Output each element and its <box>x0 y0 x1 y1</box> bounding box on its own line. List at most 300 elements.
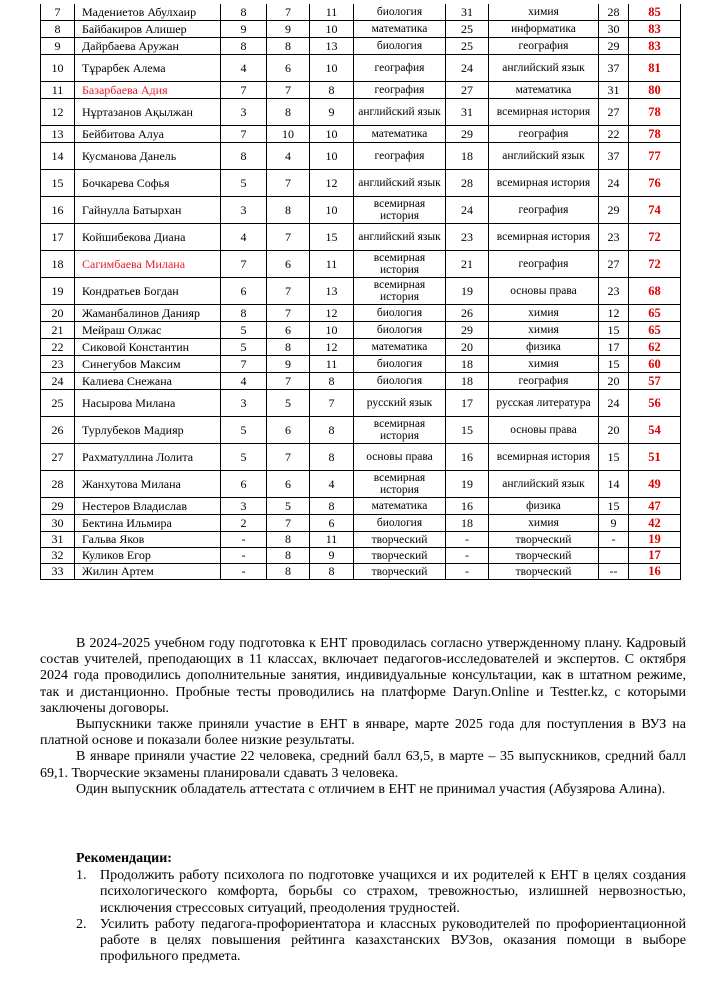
profile-subject-1: творческий <box>354 532 446 548</box>
student-name: Калиева Снежана <box>75 373 221 390</box>
profile-subject-2: творческий <box>489 532 599 548</box>
profile-subject-2: химия <box>489 4 599 21</box>
history-kz-score: 8 <box>310 82 354 99</box>
row-number: 17 <box>41 224 75 251</box>
history-kz-score: 10 <box>310 322 354 339</box>
profile-subject-2: химия <box>489 305 599 322</box>
profile-subject-2: основы права <box>489 278 599 305</box>
profile-subject-1-score: 18 <box>446 515 489 532</box>
profile-subject-2: всемирная история <box>489 170 599 197</box>
math-literacy-score: 4 <box>221 373 267 390</box>
profile-subject-2: география <box>489 197 599 224</box>
student-name: Базарбаева Адия <box>75 82 221 99</box>
row-number: 10 <box>41 55 75 82</box>
profile-subject-1: английский язык <box>354 170 446 197</box>
total-score: 49 <box>629 471 681 498</box>
profile-subject-2-score: 24 <box>599 390 629 417</box>
reading-literacy-score: 8 <box>267 548 310 564</box>
row-number: 24 <box>41 373 75 390</box>
history-kz-score: 13 <box>310 38 354 55</box>
profile-subject-1-score: 18 <box>446 356 489 373</box>
profile-subject-2: география <box>489 251 599 278</box>
profile-subject-1: математика <box>354 126 446 143</box>
profile-subject-1-score: 19 <box>446 278 489 305</box>
total-score: 65 <box>629 322 681 339</box>
table-row <box>41 251 681 278</box>
math-literacy-score: 3 <box>221 99 267 126</box>
table-row <box>41 82 681 99</box>
student-name: Жаманбалинов Данияр <box>75 305 221 322</box>
math-literacy-score: 6 <box>221 471 267 498</box>
profile-subject-1-score: - <box>446 564 489 580</box>
total-score: 81 <box>629 55 681 82</box>
profile-subject-1: творческий <box>354 564 446 580</box>
student-name: Бектина Ильмира <box>75 515 221 532</box>
table-row <box>41 322 681 339</box>
paragraph-averages: В январе приняли участие 22 человека, средний балл 63,5, в марте – 35 выпускников, средний балл 69,1. Творческие экзамены планировали сдавать 3 человека. <box>40 749 686 781</box>
history-kz-score: 11 <box>310 356 354 373</box>
profile-subject-2-score: 17 <box>599 339 629 356</box>
reading-literacy-score: 8 <box>267 38 310 55</box>
history-kz-score: 10 <box>310 143 354 170</box>
reading-literacy-score: 6 <box>267 471 310 498</box>
reading-literacy-score: 8 <box>267 339 310 356</box>
profile-subject-1: всемирная история <box>354 197 446 224</box>
row-number: 16 <box>41 197 75 224</box>
profile-subject-2: английский язык <box>489 55 599 82</box>
profile-subject-1: география <box>354 82 446 99</box>
math-literacy-score: 3 <box>221 390 267 417</box>
math-literacy-score: 3 <box>221 197 267 224</box>
profile-subject-1-score: 31 <box>446 4 489 21</box>
recommendation-text: Продолжить работу психолога по подготовке учащихся и их родителей к ЕНТ в целях создания психологического комфорта, борьбы со страхом, тревожностью, излишней нервозностью, исключения стрессовых ситуаций, преодоления трудностей. <box>100 868 686 916</box>
history-kz-score: 10 <box>310 21 354 38</box>
math-literacy-score: 7 <box>221 251 267 278</box>
profile-subject-2-score: 22 <box>599 126 629 143</box>
row-number: 19 <box>41 278 75 305</box>
profile-subject-1: биология <box>354 356 446 373</box>
row-number: 27 <box>41 444 75 471</box>
table-row <box>41 38 681 55</box>
history-kz-score: 8 <box>310 373 354 390</box>
student-name: Сиковой Константин <box>75 339 221 356</box>
profile-subject-1-score: 25 <box>446 21 489 38</box>
table-row <box>41 305 681 322</box>
math-literacy-score: 5 <box>221 417 267 444</box>
profile-subject-2: география <box>489 126 599 143</box>
history-kz-score: 12 <box>310 305 354 322</box>
row-number: 30 <box>41 515 75 532</box>
student-name: Байбакиров Алишер <box>75 21 221 38</box>
total-score: 65 <box>629 305 681 322</box>
row-number: 23 <box>41 356 75 373</box>
student-name: Нестеров Владислав <box>75 498 221 515</box>
total-score: 51 <box>629 444 681 471</box>
student-name: Жанхутова Милана <box>75 471 221 498</box>
total-score: 19 <box>629 532 681 548</box>
profile-subject-1-score: 24 <box>446 197 489 224</box>
row-number: 29 <box>41 498 75 515</box>
math-literacy-score: 5 <box>221 339 267 356</box>
table-row <box>41 55 681 82</box>
total-score: 83 <box>629 38 681 55</box>
profile-subject-2-score: 30 <box>599 21 629 38</box>
recommendation-number: 1. <box>76 868 87 884</box>
history-kz-score: 13 <box>310 278 354 305</box>
total-score: 76 <box>629 170 681 197</box>
profile-subject-2: основы права <box>489 417 599 444</box>
profile-subject-1-score: - <box>446 548 489 564</box>
reading-literacy-score: 8 <box>267 532 310 548</box>
history-kz-score: 7 <box>310 390 354 417</box>
profile-subject-1-score: 25 <box>446 38 489 55</box>
student-name: Тұрарбек Алема <box>75 55 221 82</box>
total-score: 80 <box>629 82 681 99</box>
total-score: 78 <box>629 99 681 126</box>
history-kz-score: 12 <box>310 339 354 356</box>
reading-literacy-score: 5 <box>267 390 310 417</box>
recommendations-title: Рекомендации: <box>76 851 172 866</box>
table-row <box>41 143 681 170</box>
math-literacy-score: - <box>221 532 267 548</box>
math-literacy-score: - <box>221 564 267 580</box>
profile-subject-2-score: 15 <box>599 322 629 339</box>
profile-subject-2: химия <box>489 515 599 532</box>
reading-literacy-score: 4 <box>267 143 310 170</box>
reading-literacy-score: 6 <box>267 251 310 278</box>
table-row <box>41 339 681 356</box>
profile-subject-1-score: 31 <box>446 99 489 126</box>
profile-subject-1: математика <box>354 21 446 38</box>
student-name: Сагимбаева Милана <box>75 251 221 278</box>
reading-literacy-score: 7 <box>267 373 310 390</box>
profile-subject-2: физика <box>489 339 599 356</box>
history-kz-score: 9 <box>310 548 354 564</box>
student-name: Куликов Егор <box>75 548 221 564</box>
profile-subject-2-score: -- <box>599 564 629 580</box>
history-kz-score: 9 <box>310 99 354 126</box>
row-number: 20 <box>41 305 75 322</box>
profile-subject-2: география <box>489 373 599 390</box>
profile-subject-2: информатика <box>489 21 599 38</box>
reading-literacy-score: 7 <box>267 224 310 251</box>
profile-subject-1: творческий <box>354 548 446 564</box>
profile-subject-2-score: 12 <box>599 305 629 322</box>
profile-subject-2-score: 27 <box>599 251 629 278</box>
profile-subject-2-score: 31 <box>599 82 629 99</box>
profile-subject-2: физика <box>489 498 599 515</box>
table-row <box>41 224 681 251</box>
history-kz-score: 8 <box>310 498 354 515</box>
row-number: 8 <box>41 21 75 38</box>
student-name: Гайнулла Батырхан <box>75 197 221 224</box>
total-score: 42 <box>629 515 681 532</box>
reading-literacy-score: 6 <box>267 322 310 339</box>
profile-subject-1: английский язык <box>354 99 446 126</box>
profile-subject-2: всемирная история <box>489 444 599 471</box>
profile-subject-2-score: 9 <box>599 515 629 532</box>
math-literacy-score: 5 <box>221 170 267 197</box>
math-literacy-score: 2 <box>221 515 267 532</box>
total-score: 60 <box>629 356 681 373</box>
history-kz-score: 11 <box>310 251 354 278</box>
profile-subject-1: английский язык <box>354 224 446 251</box>
table-body <box>41 4 681 580</box>
history-kz-score: 11 <box>310 532 354 548</box>
profile-subject-1: всемирная история <box>354 278 446 305</box>
profile-subject-1: биология <box>354 515 446 532</box>
profile-subject-1: биология <box>354 322 446 339</box>
total-score: 16 <box>629 564 681 580</box>
profile-subject-2: всемирная история <box>489 99 599 126</box>
table-row <box>41 21 681 38</box>
history-kz-score: 10 <box>310 126 354 143</box>
profile-subject-1: биология <box>354 38 446 55</box>
row-number: 28 <box>41 471 75 498</box>
profile-subject-1-score: 18 <box>446 373 489 390</box>
math-literacy-score: 7 <box>221 356 267 373</box>
profile-subject-2: английский язык <box>489 471 599 498</box>
profile-subject-2-score: 15 <box>599 444 629 471</box>
profile-subject-2-score: 37 <box>599 143 629 170</box>
total-score: 72 <box>629 224 681 251</box>
table-row <box>41 444 681 471</box>
profile-subject-1-score: 17 <box>446 390 489 417</box>
math-literacy-score: 4 <box>221 224 267 251</box>
profile-subject-1-score: 23 <box>446 224 489 251</box>
recommendation-item <box>76 868 686 917</box>
profile-subject-1-score: 16 <box>446 498 489 515</box>
profile-subject-1-score: 26 <box>446 305 489 322</box>
profile-subject-1: всемирная история <box>354 471 446 498</box>
profile-subject-2-score: 20 <box>599 373 629 390</box>
student-name: Койшибекова Диана <box>75 224 221 251</box>
history-kz-score: 15 <box>310 224 354 251</box>
reading-literacy-score: 7 <box>267 444 310 471</box>
profile-subject-2-score: 37 <box>599 55 629 82</box>
reading-literacy-score: 7 <box>267 515 310 532</box>
recommendations-list <box>76 868 686 965</box>
student-name: Рахматуллина Лолита <box>75 444 221 471</box>
profile-subject-2-score: 20 <box>599 417 629 444</box>
table-row <box>41 498 681 515</box>
student-name: Бочкарева Софья <box>75 170 221 197</box>
total-score: 72 <box>629 251 681 278</box>
reading-literacy-score: 9 <box>267 356 310 373</box>
math-literacy-score: 8 <box>221 38 267 55</box>
table-row <box>41 548 681 564</box>
history-kz-score: 8 <box>310 417 354 444</box>
student-name: Мейраш Олжас <box>75 322 221 339</box>
profile-subject-2-score: - <box>599 532 629 548</box>
student-name: Нұртазанов Ақылжан <box>75 99 221 126</box>
math-literacy-score: 8 <box>221 4 267 21</box>
reading-literacy-score: 7 <box>267 305 310 322</box>
student-name: Кусманова Данель <box>75 143 221 170</box>
profile-subject-1-score: - <box>446 532 489 548</box>
profile-subject-1: география <box>354 143 446 170</box>
reading-literacy-score: 7 <box>267 278 310 305</box>
reading-literacy-score: 7 <box>267 82 310 99</box>
table-row <box>41 99 681 126</box>
profile-subject-1-score: 15 <box>446 417 489 444</box>
profile-subject-2: математика <box>489 82 599 99</box>
profile-subject-2-score: 27 <box>599 99 629 126</box>
math-literacy-score: - <box>221 548 267 564</box>
history-kz-score: 8 <box>310 444 354 471</box>
table-row <box>41 532 681 548</box>
paragraph-honors-graduate: Один выпускник обладатель аттестата с отличием в ЕНТ не принимал участия (Абузярова Алина). <box>76 781 666 797</box>
row-number: 22 <box>41 339 75 356</box>
reading-literacy-score: 8 <box>267 564 310 580</box>
profile-subject-2-score: 29 <box>599 38 629 55</box>
table-row <box>41 126 681 143</box>
total-score: 77 <box>629 143 681 170</box>
history-kz-score: 8 <box>310 564 354 580</box>
row-number: 14 <box>41 143 75 170</box>
profile-subject-2-score: 23 <box>599 278 629 305</box>
total-score: 56 <box>629 390 681 417</box>
profile-subject-1: русский язык <box>354 390 446 417</box>
math-literacy-score: 5 <box>221 322 267 339</box>
table-row <box>41 278 681 305</box>
paragraph-january-march: Выпускники также приняли участие в ЕНТ в январе, марте 2025 года для поступления в ВУЗ на платной основе и показали более низкие результаты. <box>40 717 686 749</box>
profile-subject-1-score: 19 <box>446 471 489 498</box>
profile-subject-1-score: 29 <box>446 126 489 143</box>
profile-subject-1-score: 21 <box>446 251 489 278</box>
reading-literacy-score: 6 <box>267 55 310 82</box>
row-number: 11 <box>41 82 75 99</box>
total-score: 62 <box>629 339 681 356</box>
math-literacy-score: 8 <box>221 143 267 170</box>
profile-subject-2-score: 15 <box>599 498 629 515</box>
profile-subject-1: математика <box>354 498 446 515</box>
profile-subject-2: английский язык <box>489 143 599 170</box>
row-number: 13 <box>41 126 75 143</box>
total-score: 85 <box>629 4 681 21</box>
history-kz-score: 4 <box>310 471 354 498</box>
history-kz-score: 11 <box>310 4 354 21</box>
table-row <box>41 515 681 532</box>
reading-literacy-score: 8 <box>267 99 310 126</box>
profile-subject-1: всемирная история <box>354 251 446 278</box>
student-name: Кондратьев Богдан <box>75 278 221 305</box>
reading-literacy-score: 6 <box>267 417 310 444</box>
profile-subject-1-score: 18 <box>446 143 489 170</box>
profile-subject-2: всемирная история <box>489 224 599 251</box>
profile-subject-1: математика <box>354 339 446 356</box>
profile-subject-1: биология <box>354 373 446 390</box>
profile-subject-2: химия <box>489 356 599 373</box>
total-score: 68 <box>629 278 681 305</box>
recommendation-text: Усилить работу педагога-профориентатора и классных руководителей по профориентационной работе в целях повышения рейтинга казахстанских ВУЗов, оказания помощи в выборе профильного предмета. <box>100 916 686 965</box>
profile-subject-1: биология <box>354 4 446 21</box>
ent-results-table <box>40 4 681 580</box>
total-score: 17 <box>629 548 681 564</box>
profile-subject-1: география <box>354 55 446 82</box>
history-kz-score: 10 <box>310 197 354 224</box>
row-number: 33 <box>41 564 75 580</box>
reading-literacy-score: 7 <box>267 4 310 21</box>
profile-subject-2-score: 28 <box>599 4 629 21</box>
table-row <box>41 564 681 580</box>
reading-literacy-score: 7 <box>267 170 310 197</box>
total-score: 74 <box>629 197 681 224</box>
profile-subject-1-score: 29 <box>446 322 489 339</box>
reading-literacy-score: 10 <box>267 126 310 143</box>
history-kz-score: 6 <box>310 515 354 532</box>
total-score: 78 <box>629 126 681 143</box>
row-number: 12 <box>41 99 75 126</box>
row-number: 25 <box>41 390 75 417</box>
profile-subject-1: всемирная история <box>354 417 446 444</box>
math-literacy-score: 9 <box>221 21 267 38</box>
row-number: 18 <box>41 251 75 278</box>
profile-subject-1-score: 28 <box>446 170 489 197</box>
recommendations-section <box>76 851 686 965</box>
math-literacy-score: 3 <box>221 498 267 515</box>
student-name: Жилин Артем <box>75 564 221 580</box>
math-literacy-score: 4 <box>221 55 267 82</box>
row-number: 7 <box>41 4 75 21</box>
row-number: 26 <box>41 417 75 444</box>
profile-subject-2-score: 29 <box>599 197 629 224</box>
profile-subject-1-score: 20 <box>446 339 489 356</box>
math-literacy-score: 7 <box>221 82 267 99</box>
profile-subject-2: творческий <box>489 564 599 580</box>
profile-subject-2: география <box>489 38 599 55</box>
total-score: 83 <box>629 21 681 38</box>
math-literacy-score: 6 <box>221 278 267 305</box>
row-number: 21 <box>41 322 75 339</box>
student-name: Гальва Яков <box>75 532 221 548</box>
row-number: 15 <box>41 170 75 197</box>
row-number: 31 <box>41 532 75 548</box>
row-number: 32 <box>41 548 75 564</box>
profile-subject-2-score: 24 <box>599 170 629 197</box>
profile-subject-1-score: 24 <box>446 55 489 82</box>
recommendation-number: 2. <box>76 916 87 932</box>
reading-literacy-score: 9 <box>267 21 310 38</box>
student-name: Турлубеков Мадияр <box>75 417 221 444</box>
recommendation-item <box>76 917 686 966</box>
table-row <box>41 373 681 390</box>
student-name: Дайрбаева Аружан <box>75 38 221 55</box>
profile-subject-1-score: 27 <box>446 82 489 99</box>
profile-subject-2: творческий <box>489 548 599 564</box>
student-name: Бейбитова Алуа <box>75 126 221 143</box>
report-text <box>40 636 686 798</box>
profile-subject-1: биология <box>354 305 446 322</box>
reading-literacy-score: 5 <box>267 498 310 515</box>
row-number: 9 <box>41 38 75 55</box>
table-row <box>41 471 681 498</box>
paragraph-preparation: В 2024-2025 учебном году подготовка к ЕНТ проводилась согласно утвержденному плану. Кадровый состав учителей, преподающих в 11 классах, включает педагогов-исследователей и экспертов. С октября 2024 года проводились дополнительные занятия, индивидуальные консультации, как в штатном режиме, так и дистанционно. Пробные тесты проводились на платформе Daryn.Online и Testter.kz, с которыми заключены договоры. <box>40 636 686 716</box>
student-name: Насырова Милана <box>75 390 221 417</box>
student-name: Мадениетов Абулхаир <box>75 4 221 21</box>
table-row <box>41 170 681 197</box>
math-literacy-score: 8 <box>221 305 267 322</box>
math-literacy-score: 5 <box>221 444 267 471</box>
table-row <box>41 356 681 373</box>
total-score: 47 <box>629 498 681 515</box>
table-row <box>41 417 681 444</box>
total-score: 57 <box>629 373 681 390</box>
profile-subject-2: химия <box>489 322 599 339</box>
student-name: Синегубов Максим <box>75 356 221 373</box>
total-score: 54 <box>629 417 681 444</box>
profile-subject-1-score: 16 <box>446 444 489 471</box>
